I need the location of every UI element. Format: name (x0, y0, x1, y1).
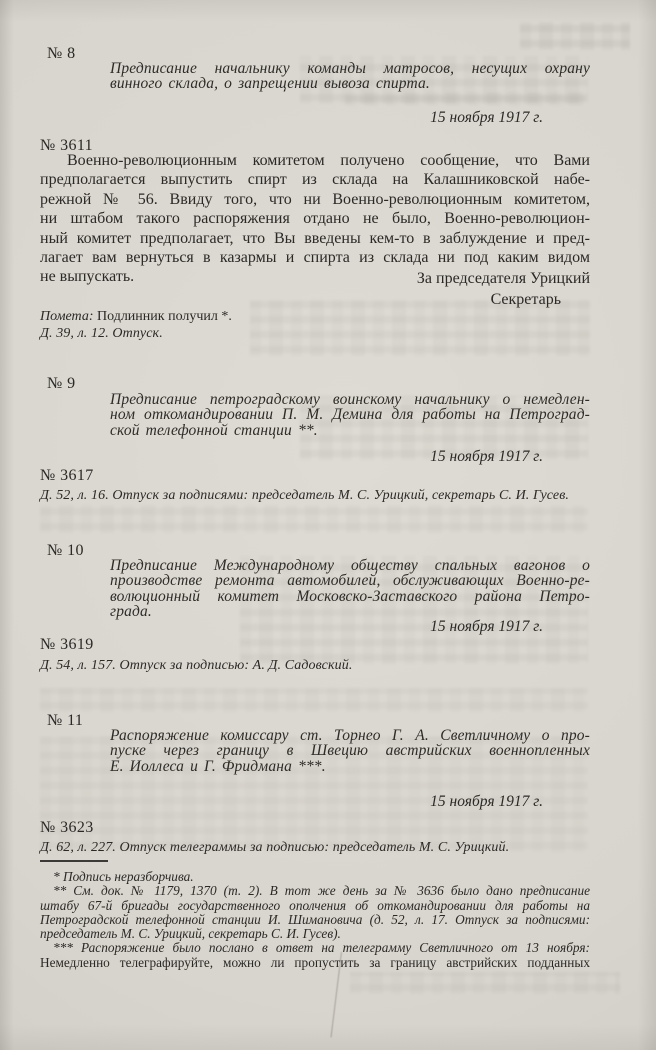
doc-date: 15 ноября 1917 г. (430, 448, 543, 465)
signature-line: Секретарь (490, 291, 561, 308)
doc-registry-number: № 3617 (40, 467, 94, 484)
footnote-line: штабу 67-й бригады государственного ополчения об откомандировании для работы на (40, 897, 590, 913)
bleedthrough-ghost (350, 972, 620, 994)
doc-sequence-label: № 10 (47, 542, 84, 559)
doc-sequence-label: № 11 (47, 712, 84, 729)
doc-title-line: производстве ремонта автомобилей, обслуживающих Военно-ре- (110, 572, 590, 590)
doc-title-line: Е. Иоллеса и Г. Фридмана ***. (110, 757, 326, 775)
note-line (40, 309, 590, 325)
archival-reference: Д. 54, л. 157. Отпуск за подписью: А. Д. Садовский. (40, 658, 353, 673)
note-text: Подлинник получил *. (96, 309, 232, 324)
doc-registry-number: № 3619 (40, 636, 94, 653)
doc-title (110, 61, 590, 92)
doc-title-line: Предписание начальнику команды матросов, несущих охрану (110, 60, 590, 77)
doc-date: 15 ноября 1917 г. (430, 109, 543, 126)
doc-body (40, 151, 590, 287)
footnote-line: Петроградской телефонной станции И. Шимановича (д. 52, л. 17. Отпуск за подписями: (40, 911, 590, 927)
footnote-line: * Подпись неразборчива. (53, 869, 194, 884)
doc-registry-number: № 3623 (40, 819, 94, 836)
doc-date: 15 ноября 1917 г. (430, 618, 543, 635)
footnote-line: *** Распоряжение было послано в ответ на телеграмму Светличного от 13 ноября: (53, 940, 590, 956)
doc-title-line: града. (110, 603, 152, 621)
doc-title-line: волюционный комитет Московско-Заставского района Петро- (110, 587, 590, 605)
doc-title-line: Предписание петроградскому воинскому начальнику о немедлен- (110, 391, 590, 408)
doc-body-line: ни штабом такого распоряжения отдано не было, Военно-революцион- (40, 210, 590, 228)
doc-title (110, 558, 590, 620)
archival-reference: Д. 39, л. 12. Отпуск. (40, 326, 163, 341)
doc-body-line: не выпускать. (40, 268, 135, 286)
doc-title-line: Распоряжение комиссару ст. Торнео Г. А. Светличному о про- (110, 727, 590, 744)
doc-title (110, 728, 590, 774)
doc-title-line: ской телефонной станции **. (110, 421, 318, 439)
footnote-line: Немедленно телеграфируйте, можно ли пропустить за границу австрийских подданных (40, 954, 590, 970)
doc-body-line: предполагается выпустить спирт из склада на Калашниковской набе- (40, 171, 590, 189)
archival-reference: Д. 62, л. 227. Отпуск телеграммы за подписью: председатель М. С. Урицкий. (40, 840, 510, 855)
doc-body-line: лагает вам вернуться в казармы и спирта из склада ни под каким видом (40, 249, 590, 267)
doc-sequence-label: № 8 (47, 45, 76, 62)
footnote-separator (40, 860, 108, 862)
footnote-line: председатель М. С. Урицкий, секретарь С. И. Гусев). (40, 926, 341, 942)
doc-date: 15 ноября 1917 г. (430, 793, 543, 810)
doc-body-line: Военно-революционным комитетом получено сообщение, что Вами (67, 152, 590, 169)
doc-title (110, 392, 590, 438)
doc-registry-number: № 3611 (40, 137, 94, 154)
doc-body-line: ный комитет предполагает, что Вы введены кем-то в заблуждение и пред- (40, 229, 590, 247)
doc-title-line: ном откомандировании П. М. Демина для работы на Петроград- (110, 406, 590, 424)
bleedthrough-ghost (520, 22, 630, 50)
doc-title-line: пуске через границу в Швецию австрийских военнопленных (110, 742, 590, 760)
doc-title-line: винного склада, о запрещении вывоза спирта. (110, 75, 430, 93)
note-label: Помета: (40, 309, 94, 324)
footnotes (40, 870, 590, 970)
bleedthrough-ghost (345, 92, 585, 106)
bleedthrough-ghost (40, 688, 588, 712)
footnote-line: ** См. док. № 1179, 1370 (т. 2). В тот же день за № 3636 было дано предписание (53, 883, 590, 899)
signature-line: За председателя Урицкий (416, 270, 590, 287)
doc-body-line: режной № 56. Ввиду того, что ни Военно-революционным комитетом, (40, 190, 590, 208)
bleedthrough-ghost (40, 505, 588, 533)
doc-sequence-label: № 9 (47, 375, 76, 392)
archival-reference: Д. 52, л. 16. Отпуск за подписями: председатель М. С. Урицкий, секретарь С. И. Гусев. (40, 488, 569, 503)
doc-title-line: Предписание Международному обществу спальных вагонов о (110, 557, 590, 574)
